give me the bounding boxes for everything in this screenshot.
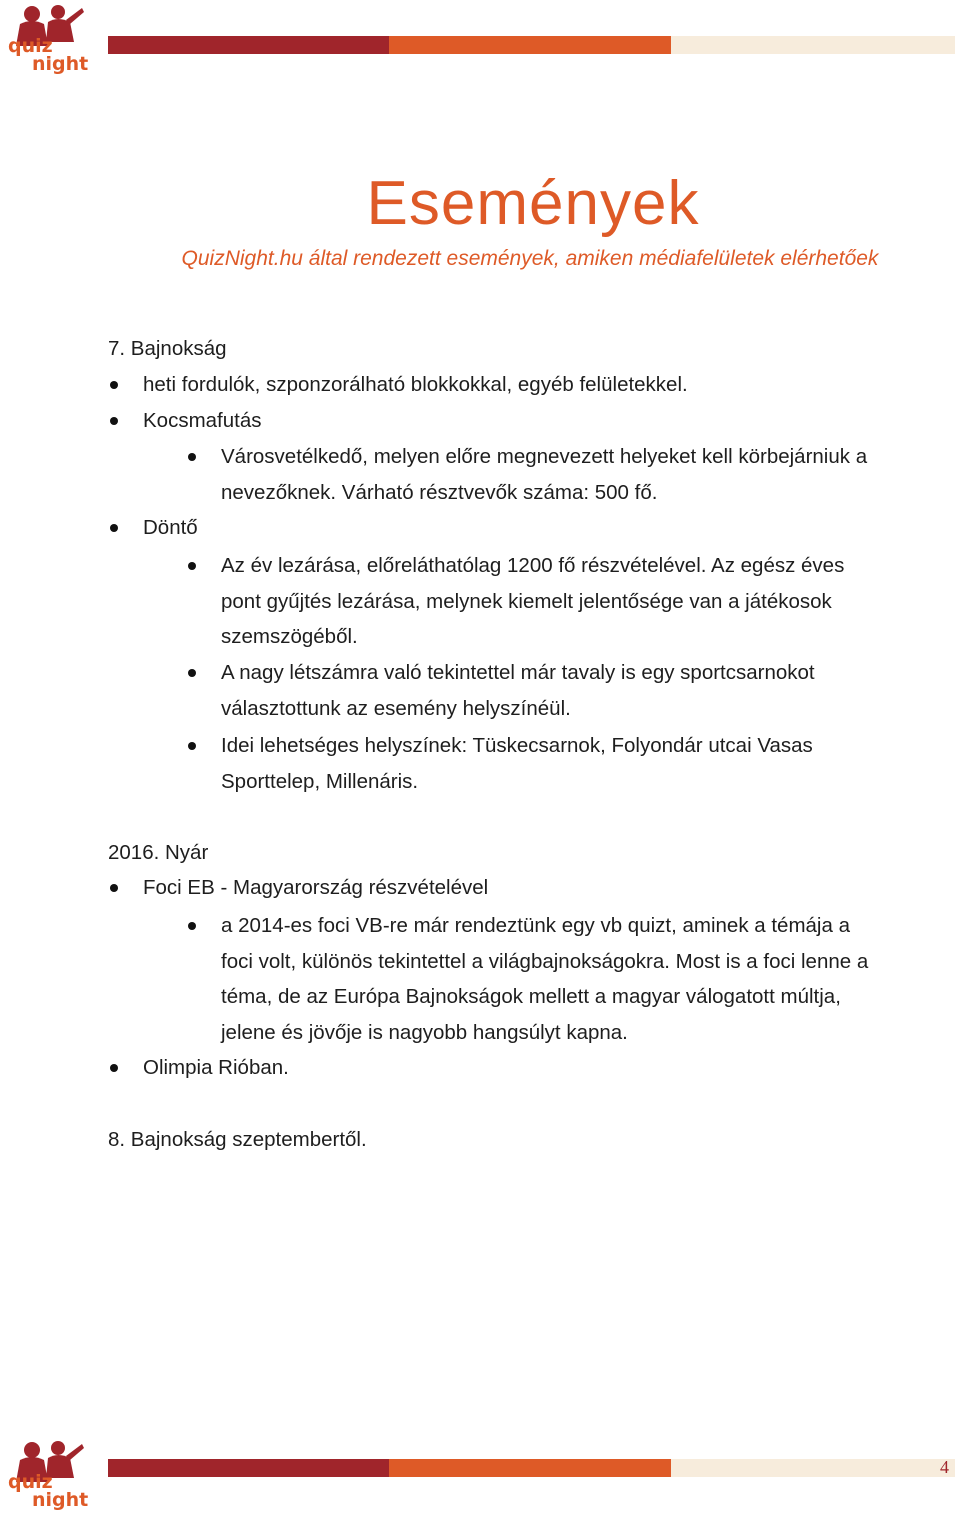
sub-list-line: foci volt, különös tekintettel a világbajnokságokra. Most is a foci lenne a xyxy=(221,950,869,973)
band-red-segment xyxy=(108,1459,389,1477)
sub-list-line: Idei lehetséges helyszínek: Tüskecsarnok, Folyondár utcai Vasas xyxy=(221,734,813,757)
logo-wordmark-bottom: night xyxy=(32,53,89,74)
sub-list-line: jelene és jövője is nagyobb hangsúlyt kapna. xyxy=(221,1021,628,1044)
sub-list-line: Sporttelep, Millenáris. xyxy=(221,770,419,793)
logo-wordmark-top: quiz xyxy=(8,35,53,57)
bullet-icon xyxy=(110,524,118,532)
band-cream-segment xyxy=(671,1459,955,1477)
bullet-icon xyxy=(188,562,196,570)
sub-list-line: pont gyűjtés lezárása, melynek kiemelt jelentősége van a játékosok xyxy=(221,590,832,613)
bullet-icon xyxy=(110,884,118,892)
bullet-icon xyxy=(110,1064,118,1072)
list-item: Kocsmafutás xyxy=(143,409,262,432)
list-item: heti fordulók, szponzorálható blokkokkal, egyéb felületekkel. xyxy=(143,373,688,396)
list-item: Foci EB - Magyarország részvételével xyxy=(143,876,489,899)
bullet-icon xyxy=(188,922,196,930)
sub-list-line: A nagy létszámra való tekintettel már tavaly is egy sportcsarnokot xyxy=(221,661,815,684)
bullet-icon xyxy=(188,742,196,750)
page-subtitle: QuizNight.hu által rendezett események, amiken médiafelületek elérhetőek xyxy=(181,247,879,270)
quiznight-logo xyxy=(2,2,98,74)
page-number: 4 xyxy=(940,1457,949,1477)
page-title: Események xyxy=(366,169,700,238)
sub-list-line: szemszögéből. xyxy=(221,625,358,648)
bullet-icon xyxy=(188,453,196,461)
sub-list-line: téma, de az Európa Bajnokságok mellett a magyar válogatott múltja, xyxy=(221,985,841,1008)
logo-wordmark-bottom: night xyxy=(32,1489,89,1510)
logo-wordmark-top: quiz xyxy=(8,1471,53,1493)
bullet-icon xyxy=(188,669,196,677)
bullet-icon xyxy=(110,381,118,389)
quiznight-logo xyxy=(2,1438,98,1510)
band-orange-segment xyxy=(389,36,671,54)
list-item: Olimpia Rióban. xyxy=(143,1056,289,1079)
band-orange-segment xyxy=(389,1459,671,1477)
sub-list-line: Városvetélkedő, melyen előre megnevezett helyeket kell körbejárniuk a xyxy=(221,445,868,468)
section-heading: 2016. Nyár xyxy=(108,841,209,864)
sub-list-line: nevezőknek. Várható résztvevők száma: 500 fő. xyxy=(221,481,658,504)
list-item: Döntő xyxy=(143,516,198,539)
sub-list-line: választottunk az esemény helyszínéül. xyxy=(221,697,571,720)
sub-list-line: Az év lezárása, előreláthatólag 1200 fő részvételével. Az egész éves xyxy=(221,554,845,577)
footer-color-band xyxy=(108,1459,955,1477)
section-heading: 8. Bajnokság szeptembertől. xyxy=(108,1128,367,1151)
header-color-band xyxy=(108,36,955,54)
bullet-icon xyxy=(110,417,118,425)
band-cream-segment xyxy=(671,36,955,54)
band-red-segment xyxy=(108,36,389,54)
sub-list-line: a 2014-es foci VB-re már rendeztünk egy vb quizt, aminek a témája a xyxy=(221,914,850,937)
section-heading: 7. Bajnokság xyxy=(108,337,227,360)
